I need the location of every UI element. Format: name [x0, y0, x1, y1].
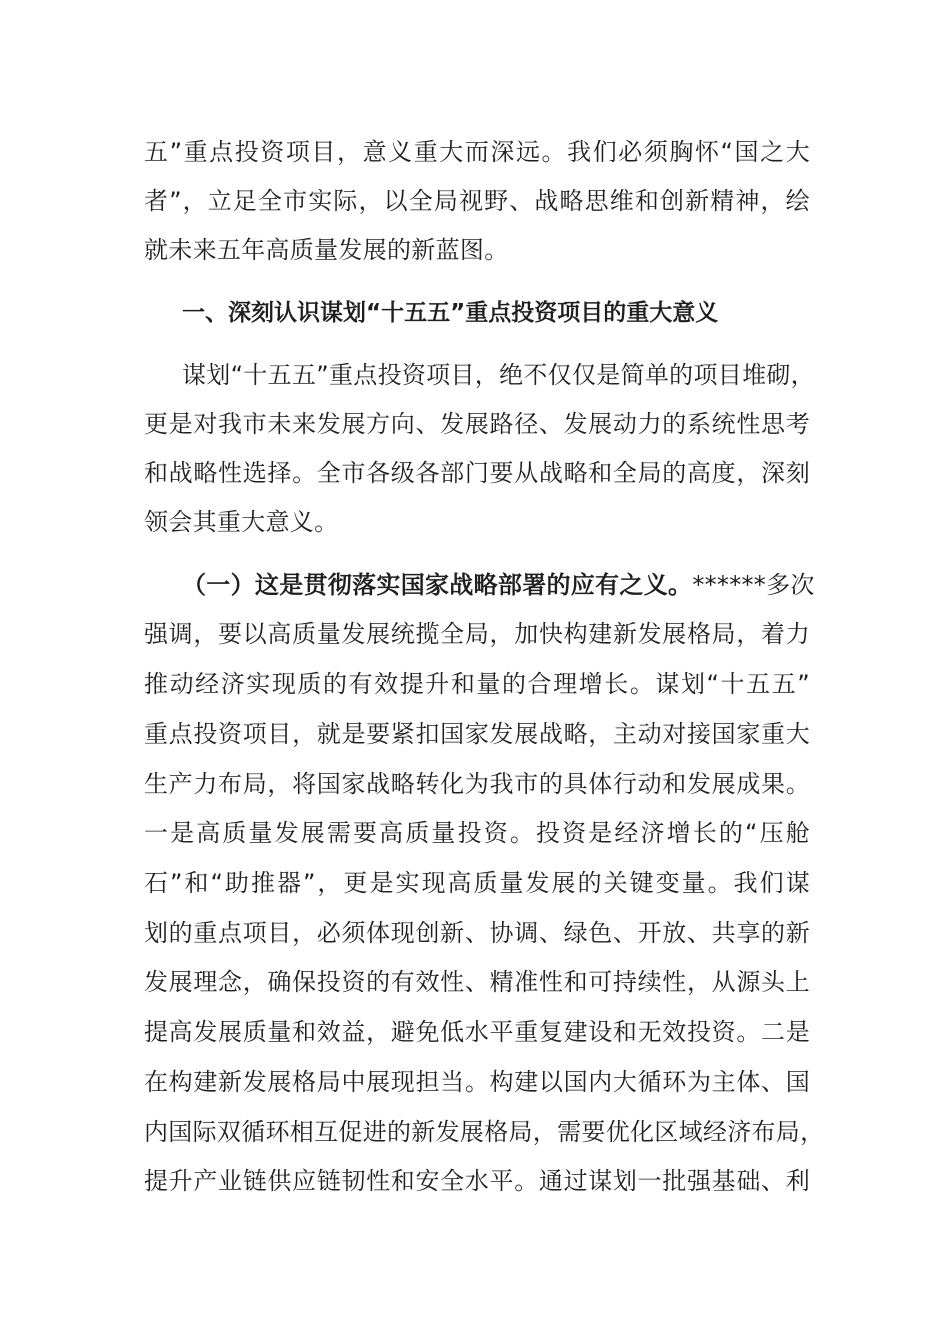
para2-line-10: 提高发展质量和效益，避免低水平重复建设和无效投资。二是 — [144, 1018, 810, 1046]
para2-line-5: 生产力布局，将国家战略转化为我市的具体行动和发展成果。 — [144, 770, 810, 798]
para1-line-3: 和战略性选择。全市各级各部门要从战略和全局的高度，深刻 — [144, 459, 810, 487]
para2-line-6: 一是高质量发展需要高质量投资。投资是经济增长的“压舱 — [144, 819, 810, 847]
para1-line-1: 谋划“十五五”重点投资项目，绝不仅仅是简单的项目堆砌， — [182, 361, 815, 389]
para2-line-7: 石”和“助推器”，更是实现高质量发展的关键变量。我们谋 — [144, 869, 810, 897]
section-heading: 一、深刻认识谋划“十五五”重点投资项目的重大意义 — [182, 300, 719, 326]
para2-first-rest: ******多次 — [692, 571, 815, 599]
intro-line-3: 就未来五年高质量发展的新蓝图。 — [144, 236, 509, 264]
intro-line-2: 者”，立足全市实际，以全局视野、战略思维和创新精神，绘 — [144, 187, 810, 215]
para2-line-1 — [182, 567, 815, 603]
para2-bold-heading: （一）这是贯彻落实国家战略部署的应有之义。 — [182, 571, 693, 599]
para2-line-2: 强调，要以高质量发展统揽全局，加快构建新发展格局，着力 — [144, 620, 810, 648]
para2-line-4: 重点投资项目，就是要紧扣国家发展战略，主动对接国家重大 — [144, 720, 810, 748]
para1-line-4: 领会其重大意义。 — [144, 508, 339, 536]
para2-line-13: 提升产业链供应链韧性和安全水平。通过谋划一批强基础、利 — [144, 1167, 810, 1195]
intro-line-1: 五”重点投资项目，意义重大而深远。我们必须胸怀“国之大 — [144, 138, 810, 166]
para2-line-11: 在构建新发展格局中展现担当。构建以国内大循环为主体、国 — [144, 1068, 810, 1096]
para2-line-8: 划的重点项目，必须体现创新、协调、绿色、开放、共享的新 — [144, 919, 810, 947]
para2-line-3: 推动经济实现质的有效提升和量的合理增长。谋划“十五五” — [144, 670, 810, 698]
para2-line-9: 发展理念，确保投资的有效性、精准性和可持续性，从源头上 — [144, 968, 810, 996]
para1-line-2: 更是对我市未来发展方向、发展路径、发展动力的系统性思考 — [144, 410, 810, 438]
para2-line-12: 内国际双循环相互促进的新发展格局，需要优化区域经济布局， — [144, 1118, 825, 1146]
